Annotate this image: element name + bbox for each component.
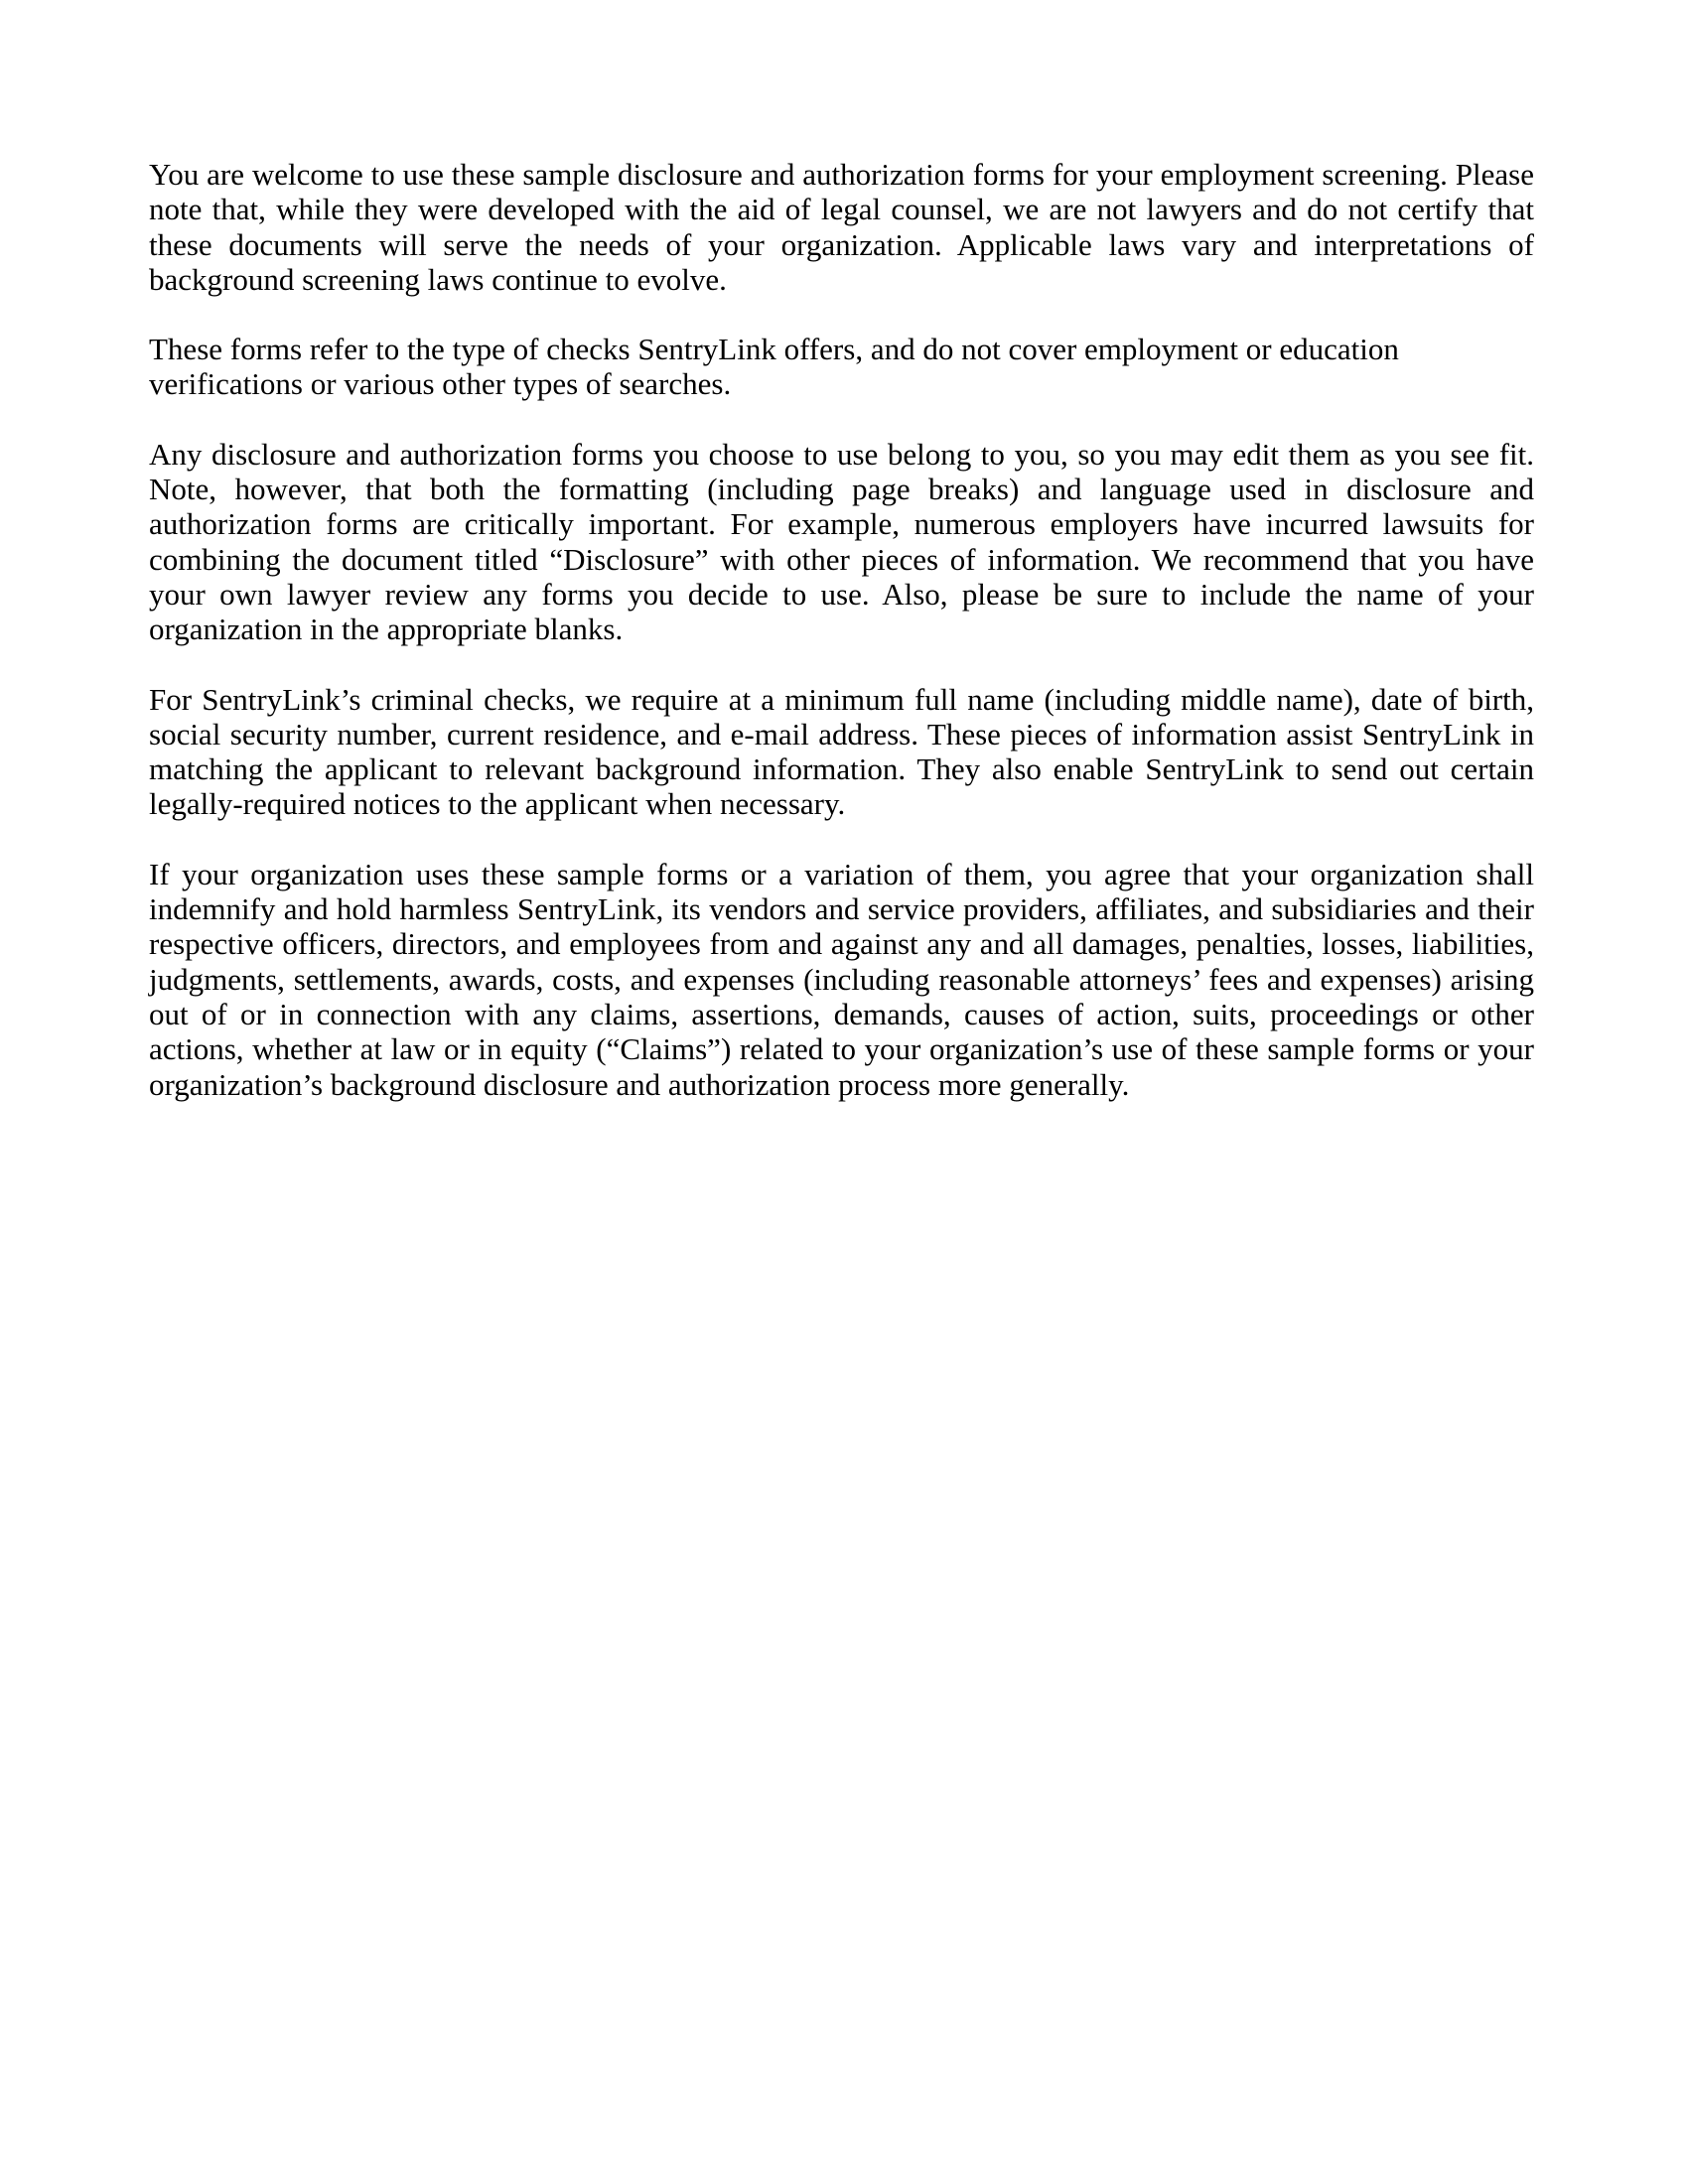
document-body <box>149 157 1534 1137</box>
paragraph-intro: You are welcome to use these sample disclosure and authorization forms for your employment screening. Please note that, while they were developed with the aid of legal counsel, we are not lawyers and do not certify that these documents will serve the needs of your organization. Applicable laws vary and interpretations of background screening laws continue to evolve. <box>149 157 1534 297</box>
paragraph-scope: These forms refer to the type of checks SentryLink offers, and do not cover employment or education verifications or various other types of searches. <box>149 332 1399 402</box>
paragraph-indemnification: If your organization uses these sample forms or a variation of them, you agree that your organization shall indemnify and hold harmless SentryLink, its vendors and service providers, affiliates, and subsidiaries and their respective officers, directors, and employees from and against any and all damages, penalties, losses, liabilities, judgments, settlements, awards, costs, and expenses (including reasonable attorneys’ fees and expenses) arising out of or in connection with any claims, assertions, demands, causes of action, suits, proceedings or other actions, whether at law or in equity (“Claims”) related to your organization’s use of these sample forms or your organization’s background disclosure and authorization process more generally. <box>149 856 1534 1102</box>
paragraph-ownership: Any disclosure and authorization forms you choose to use belong to you, so you may edit them as you see fit. Note, however, that both the formatting (including page breaks) and language used in disclosure and authorization forms are critically important. For example, numerous employers have incurred lawsuits for combining the document titled “Disclosure” with other pieces of information. We recommend that you have your own lawyer review any forms you decide to use. Also, please be sure to include the name of your organization in the appropriate blanks. <box>149 436 1534 647</box>
paragraph-requirements: For SentryLink’s criminal checks, we require at a minimum full name (including middle name), date of birth, social security number, current residence, and e-mail address. These pieces of information assist SentryLink in matching the applicant to relevant background information. They also enable SentryLink to send out certain legally-required notices to the applicant when necessary. <box>149 681 1534 822</box>
